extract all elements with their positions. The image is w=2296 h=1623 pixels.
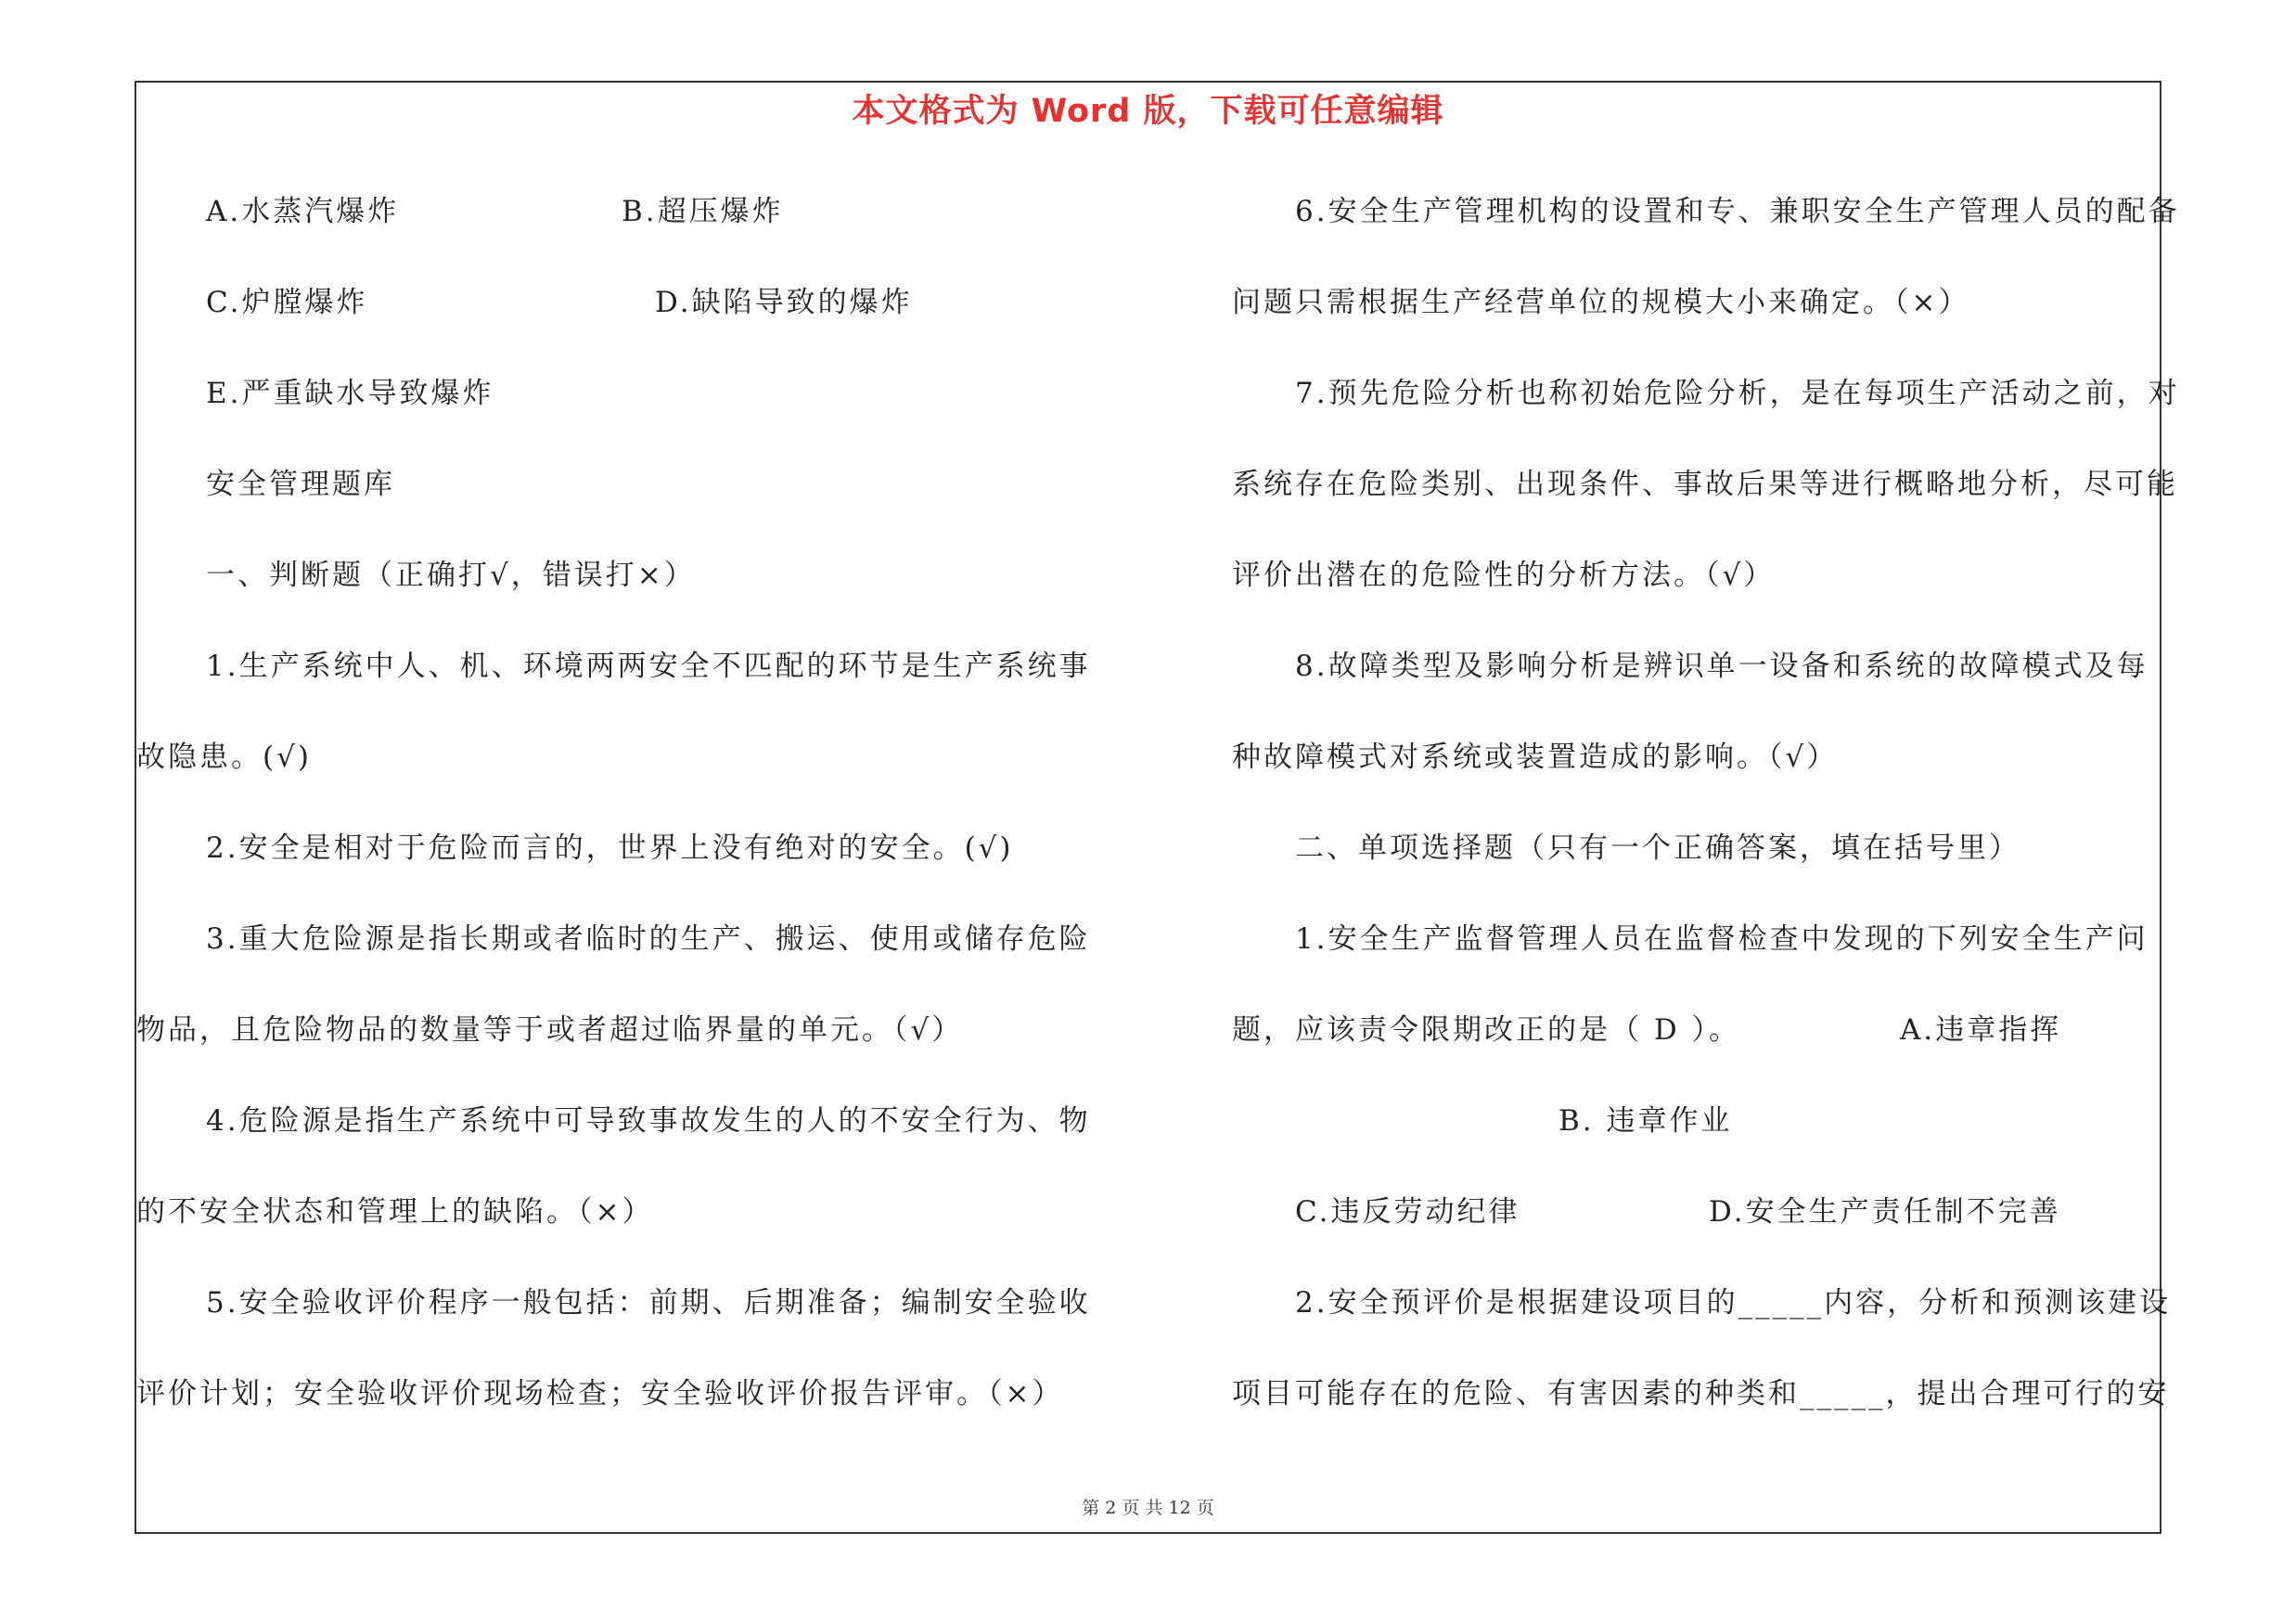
paragraph-line: 题，应该责令限期改正的是（ D ）。 — [1232, 1013, 1741, 1047]
option-d: D.缺陷导致的爆炸 — [655, 286, 913, 319]
section-title: 安全管理题库 — [206, 468, 395, 501]
paragraph-line: 8.故障类型及影响分析是辨识单一设备和系统的故障模式及每 — [1295, 650, 2148, 683]
paragraph-line: 评价出潜在的危险性的分析方法。（√） — [1232, 559, 1776, 592]
paragraph-line: 评价计划；安全验收评价现场检查；安全验收评价报告评审。（×） — [136, 1377, 1064, 1410]
page-number: 第 2 页 共 12 页 — [1082, 1498, 1214, 1518]
header-banner: 本文格式为 Word 版，下载可任意编辑 — [852, 93, 1444, 130]
paragraph-line: 1.安全生产监督管理人员在监督检查中发现的下列安全生产问 — [1295, 922, 2148, 956]
option-c: C.炉膛爆炸 — [206, 286, 368, 319]
paragraph-line: 1.生产系统中人、机、环境两两安全不匹配的环节是生产系统事 — [206, 650, 1091, 683]
paragraph-line: 的不安全状态和管理上的缺陷。（×） — [136, 1195, 654, 1229]
option-e: E.严重缺水导致爆炸 — [206, 377, 494, 410]
paragraph-line: 故隐患。(√) — [136, 741, 312, 774]
paragraph-line: 2.安全预评价是根据建设项目的_____内容，分析和预测该建设 — [1295, 1286, 2172, 1320]
paragraph-line: 系统存在危险类别、出现条件、事故后果等进行概略地分析，尽可能 — [1232, 468, 2178, 501]
paragraph-line: 7.预先危险分析也称初始危险分析，是在每项生产活动之前，对 — [1295, 377, 2180, 410]
paragraph-line: 6.安全生产管理机构的设置和专、兼职安全生产管理人员的配备 — [1295, 195, 2180, 228]
paragraph-line: 问题只需根据生产经营单位的规模大小来确定。（×） — [1232, 286, 1970, 319]
option-b: B. 违章作业 — [1558, 1104, 1733, 1138]
paragraph-line: 3.重大危险源是指长期或者临时的生产、搬运、使用或储存危险 — [206, 922, 1091, 956]
paragraph-line: 种故障模式对系统或装置造成的影响。（√） — [1232, 741, 1839, 774]
section-heading: 二、单项选择题（只有一个正确答案，填在括号里） — [1295, 831, 2020, 865]
option-b: B.超压爆炸 — [622, 195, 784, 228]
option-d: D.安全生产责任制不完善 — [1709, 1195, 2061, 1229]
paragraph-line: 项目可能存在的危险、有害因素的种类和_____，提出合理可行的安 — [1232, 1377, 2170, 1410]
option-a: A.违章指挥 — [1900, 1013, 2062, 1047]
paragraph-line: 4.危险源是指生产系统中可导致事故发生的人的不安全行为、物 — [206, 1104, 1091, 1138]
option-c: C.违反劳动纪律 — [1295, 1195, 1520, 1229]
option-a: A.水蒸汽爆炸 — [206, 195, 400, 228]
paragraph-line: 2.安全是相对于危险而言的，世界上没有绝对的安全。(√) — [206, 831, 1014, 865]
paragraph-line: 5.安全验收评价程序一般包括：前期、后期准备；编制安全验收 — [206, 1286, 1091, 1320]
section-heading: 一、判断题（正确打√，错误打×） — [206, 559, 696, 592]
paragraph-line: 物品，且危险物品的数量等于或者超过临界量的单元。（√） — [136, 1013, 964, 1047]
